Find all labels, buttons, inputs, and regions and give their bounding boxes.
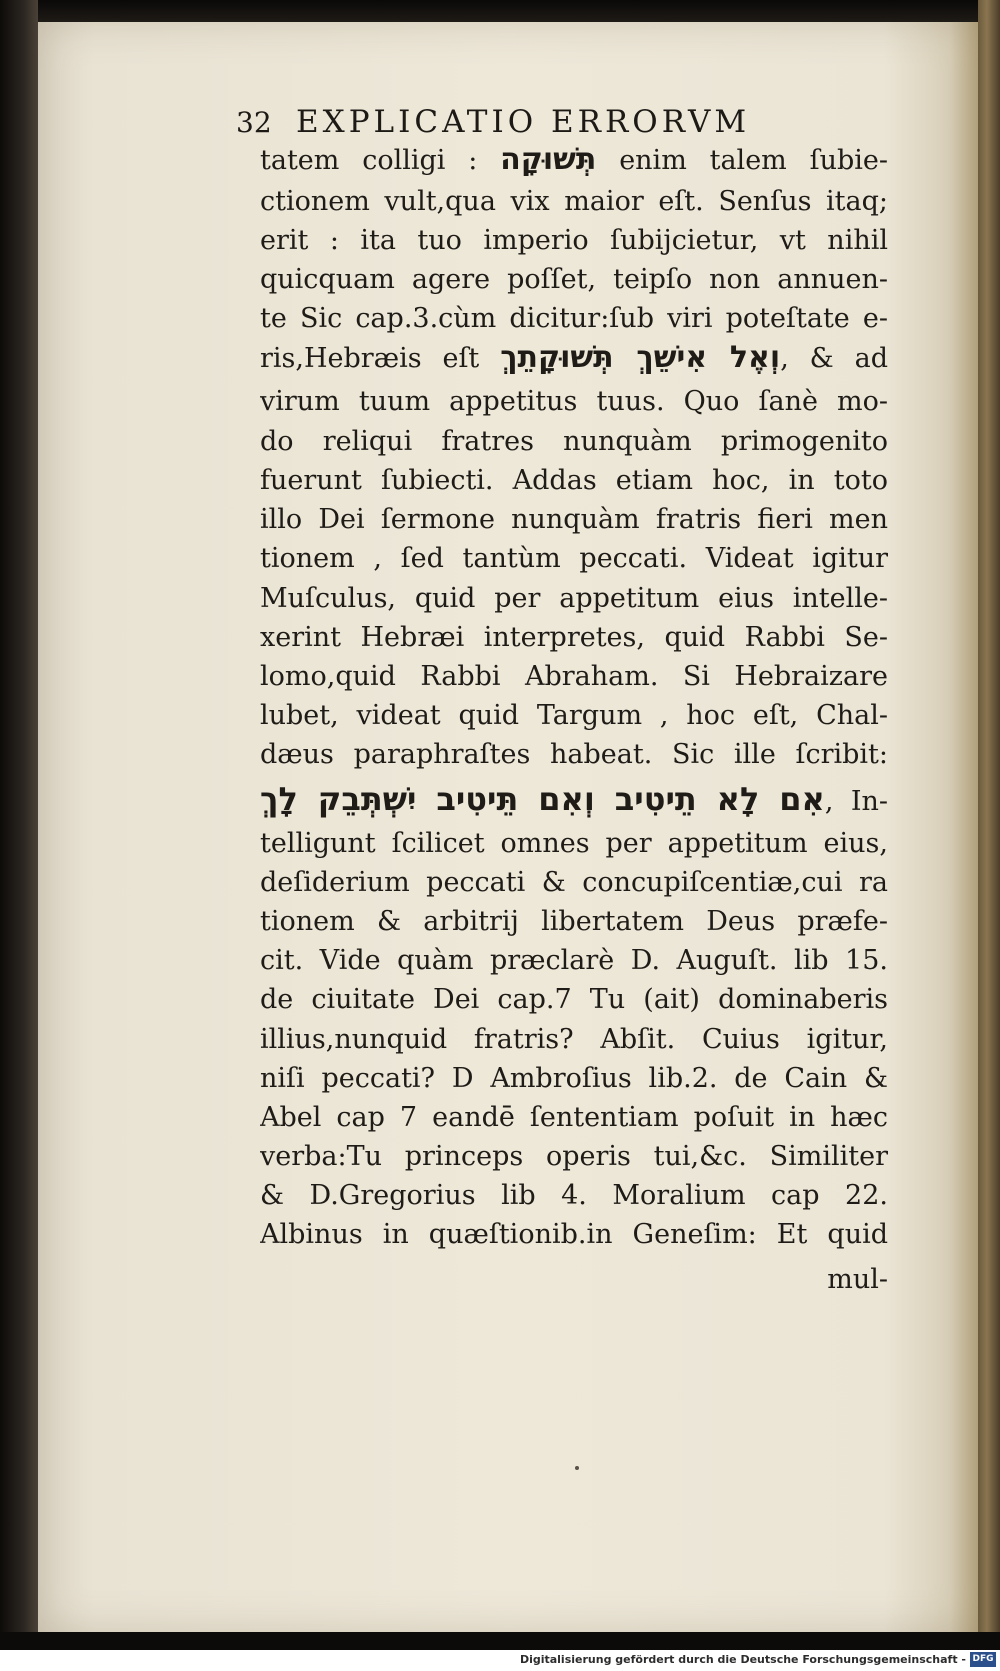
latin-text: cit. Vide quàm præclarè D. Auguſt. lib 15.: [260, 945, 888, 976]
text-line: [260, 297, 888, 341]
text-line: [260, 1018, 888, 1062]
text-line: [260, 775, 888, 823]
latin-text: lomo,quid Rabbi Abraham. Si Hebraizare: [260, 661, 888, 692]
latin-text: mul-: [827, 1264, 888, 1295]
hebrew-text: וְאֶל אִישֵׁךְ תְּשׁוּקָתֵךְ: [500, 340, 781, 375]
text-line: [260, 1057, 888, 1101]
scan-top-edge: [0, 0, 1000, 22]
text-line: [260, 1174, 888, 1218]
text-line: [260, 577, 888, 621]
text-line: [260, 861, 888, 905]
latin-text: Albinus in quæſtionib.in Geneſim: Et quid: [260, 1219, 888, 1250]
latin-text: illo Dei ſermone nunquàm fratris fieri men: [260, 504, 888, 535]
latin-text: virum tuum appetitus tuus. Quo ſanè mo-: [260, 386, 888, 417]
text-line: [260, 978, 888, 1022]
text-line: [260, 380, 888, 424]
text-line: [260, 1135, 888, 1179]
text-line: [260, 336, 888, 380]
text-line: [260, 138, 888, 182]
latin-text: de ciuitate Dei cap.7 Tu (ait) dominaberis: [260, 984, 888, 1015]
text-line: [260, 822, 888, 866]
text-line: [260, 694, 888, 738]
latin-text: dæus paraphraſtes habeat. Sic ille ſcribit:: [260, 739, 888, 770]
text-line: [260, 420, 888, 464]
latin-text: niſi peccati? D Ambroſius lib.2. de Cain &: [260, 1063, 888, 1094]
page-number: 32: [236, 106, 272, 139]
scan-bottom-edge: [0, 1632, 1000, 1650]
latin-text: telligunt ſcilicet omnes per appetitum eius,: [260, 828, 888, 859]
text-line: [260, 459, 888, 503]
text-line: [260, 1258, 888, 1302]
text-line: [260, 180, 888, 224]
latin-text: deſiderium peccati & concupiſcentiæ,cui ra: [260, 867, 888, 898]
running-head-title: EXPLICATIO ERRORVM: [296, 104, 751, 140]
latin-text: Abel cap 7 eandē ſententiam poſuit in hæc: [260, 1102, 888, 1133]
text-line: [260, 1213, 888, 1257]
text-line: [260, 1096, 888, 1140]
hebrew-text: תְּשׁוּקָה: [500, 142, 597, 177]
text-line: [260, 616, 888, 660]
latin-text: tatem colligi :: [260, 145, 501, 176]
latin-text: enim talem ſubie-: [596, 145, 888, 176]
latin-text: lubet, videat quid Targum , hoc eſt, Chal-: [260, 700, 888, 731]
text-line: [260, 655, 888, 699]
latin-text: erit : ita tuo imperio ſubijcietur, vt nihil: [260, 225, 888, 256]
funding-credit: Digitalisierung gefördert durch die Deutsche Forschungsgemeinschaft -: [519, 1653, 966, 1666]
latin-text: ctionem vult,qua vix maior eſt. Senſus itaq;: [260, 186, 888, 217]
text-line: [260, 258, 888, 302]
dfg-logo: DFG: [970, 1652, 996, 1667]
ink-speck: [575, 1466, 579, 1470]
text-line: [260, 900, 888, 944]
text-line: [260, 939, 888, 983]
latin-text: te Sic cap.3.cùm dicitur:ſub viri poteſtate e-: [260, 303, 888, 334]
latin-text: , & ad: [780, 343, 888, 374]
latin-text: tionem & arbitrij libertatem Deus præfe-: [260, 906, 888, 937]
text-line: [260, 733, 888, 777]
latin-text: verba:Tu princeps operis tui,&c. Similiter: [260, 1141, 888, 1172]
hebrew-text: אִם לָא תֵיטִיב וְאִם תֵּיטִיב יִשְׁתְּבֵק לָךְ: [260, 780, 825, 818]
latin-text: Muſculus, quid per appetitum eius intelle-: [260, 583, 888, 614]
latin-text: tionem , ſed tantùm peccati. Videat igitur: [260, 543, 888, 574]
text-line: [260, 219, 888, 263]
latin-text: & D.Gregorius lib 4. Moralium cap 22.: [260, 1180, 888, 1211]
text-line: [260, 537, 888, 581]
latin-text: do reliqui fratres nunquàm primogenito: [260, 426, 888, 457]
latin-text: quicquam agere poſſet, teipſo non annuen-: [260, 264, 888, 295]
latin-text: xerint Hebræi interpretes, quid Rabbi Se-: [260, 622, 888, 653]
book-page-edges: [978, 0, 1000, 1650]
digitization-footer: [0, 1650, 1000, 1671]
latin-text: ris,Hebræis eſt: [260, 343, 501, 374]
latin-text: illius,nunquid fratris? Abſit. Cuius igitur,: [260, 1024, 888, 1055]
latin-text: fuerunt ſubiecti. Addas etiam hoc, in toto: [260, 465, 888, 496]
text-line: [260, 498, 888, 542]
latin-text: , In-: [824, 786, 888, 817]
scan-left-edge: [0, 0, 38, 1650]
